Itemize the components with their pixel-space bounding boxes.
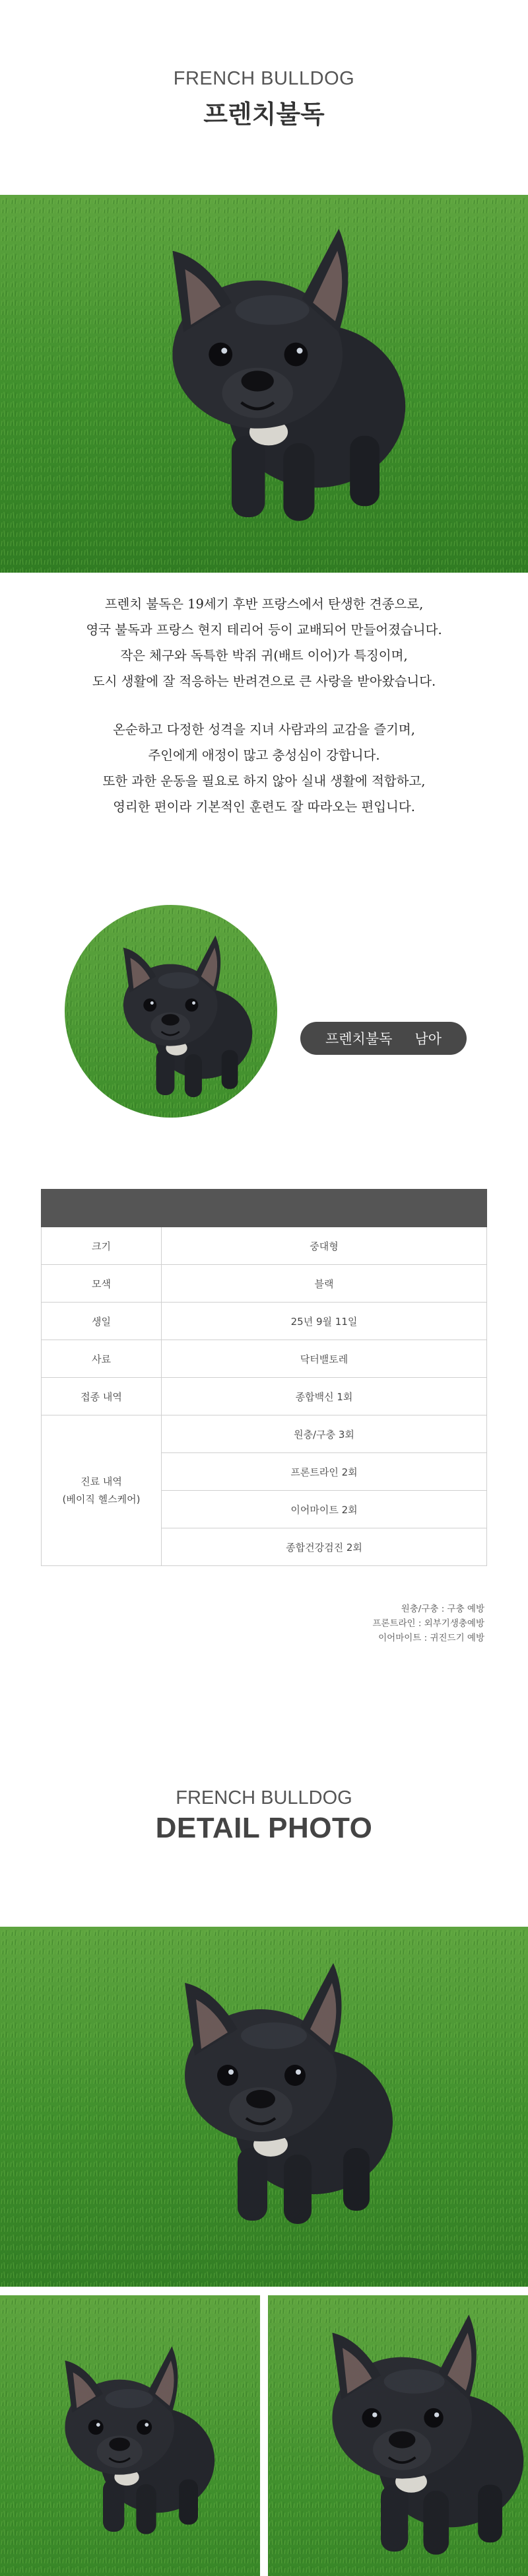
- table-row: [42, 1378, 487, 1415]
- description-line: 작은 체구와 독특한 박쥐 귀(배트 이어)가 특징이며,: [120, 648, 408, 663]
- table-row: [42, 1265, 487, 1303]
- note-line: 프론트라인 : 외부기생충예방: [372, 1618, 484, 1629]
- note-line: 이어마이트 : 귀진드기 예방: [378, 1633, 484, 1643]
- detail-photo-right: [268, 2295, 528, 2576]
- description-line: 도시 생활에 잘 적응하는 반려견으로 큰 사랑을 받아왔습니다.: [92, 674, 436, 689]
- row-value: 중대형: [162, 1227, 487, 1265]
- description-line: 프렌치 불독은 19세기 후반 프랑스에서 탄생한 견종으로,: [104, 596, 424, 612]
- care-value: 프론트라인 2회: [162, 1453, 487, 1491]
- table-row: [42, 1227, 487, 1265]
- table-header-row: [42, 1190, 487, 1227]
- table-header-cell: [42, 1190, 162, 1227]
- table-row: [42, 1415, 487, 1453]
- detail-photo-left: [0, 2295, 260, 2576]
- row-value: 블랙: [162, 1265, 487, 1303]
- row-value: 25년 9월 11일: [162, 1303, 487, 1340]
- detail-photo-main: [0, 1927, 528, 2287]
- row-label: 크기: [42, 1227, 162, 1265]
- description-paragraph-2: [0, 717, 528, 820]
- hero-header: [0, 0, 528, 195]
- breed-subtitle-en: FRENCH BULLDOG: [173, 68, 355, 89]
- dog-info-table: [41, 1189, 487, 1566]
- care-label: 진료 내역: [81, 1475, 122, 1487]
- description-line: 영리한 편이라 기본적인 훈련도 잘 따라오는 편입니다.: [113, 799, 415, 814]
- detail-photo-title: DETAIL PHOTO: [155, 1812, 373, 1844]
- table-row: [42, 1340, 487, 1378]
- badge-sex: 남아: [414, 1031, 442, 1047]
- row-label: 생일: [42, 1303, 162, 1340]
- note-line: 원충/구충 : 구충 예방: [401, 1604, 484, 1614]
- detail-subtitle-en: FRENCH BULLDOG: [176, 1787, 352, 1808]
- care-notes: [372, 1602, 484, 1645]
- description-line: 주인에게 애정이 많고 충성심이 강합니다.: [148, 748, 380, 763]
- breed-title: 프렌치불독: [203, 100, 325, 129]
- badge-breed: 프렌치불독: [325, 1031, 393, 1047]
- hero-dog-photo: [0, 195, 528, 573]
- care-label-cell: [42, 1415, 162, 1566]
- row-label: 사료: [42, 1340, 162, 1378]
- description-line: 영국 불독과 프랑스 현지 테리어 등이 교배되어 만들어졌습니다.: [86, 622, 442, 637]
- profile-dog-photo: [65, 905, 277, 1118]
- row-value: 종합백신 1회: [162, 1378, 487, 1415]
- row-label: 모색: [42, 1265, 162, 1303]
- care-value: 원충/구충 3회: [162, 1415, 487, 1453]
- description-line: 또한 과한 운동을 필요로 하지 않아 실내 생활에 적합하고,: [102, 773, 426, 789]
- care-value: 이어마이트 2회: [162, 1491, 487, 1528]
- care-label-sub: (베이직 헬스케어): [62, 1493, 141, 1505]
- description-paragraph-1: [0, 591, 528, 694]
- row-label: 접종 내역: [42, 1378, 162, 1415]
- breed-sex-badge: [300, 1022, 467, 1055]
- row-value: 닥터밸토레: [162, 1340, 487, 1378]
- description-line: 온순하고 다정한 성격을 지녀 사람과의 교감을 즐기며,: [113, 722, 415, 737]
- care-value: 종합건강검진 2회: [162, 1528, 487, 1566]
- table-header-cell: [162, 1190, 487, 1227]
- table-row: [42, 1303, 487, 1340]
